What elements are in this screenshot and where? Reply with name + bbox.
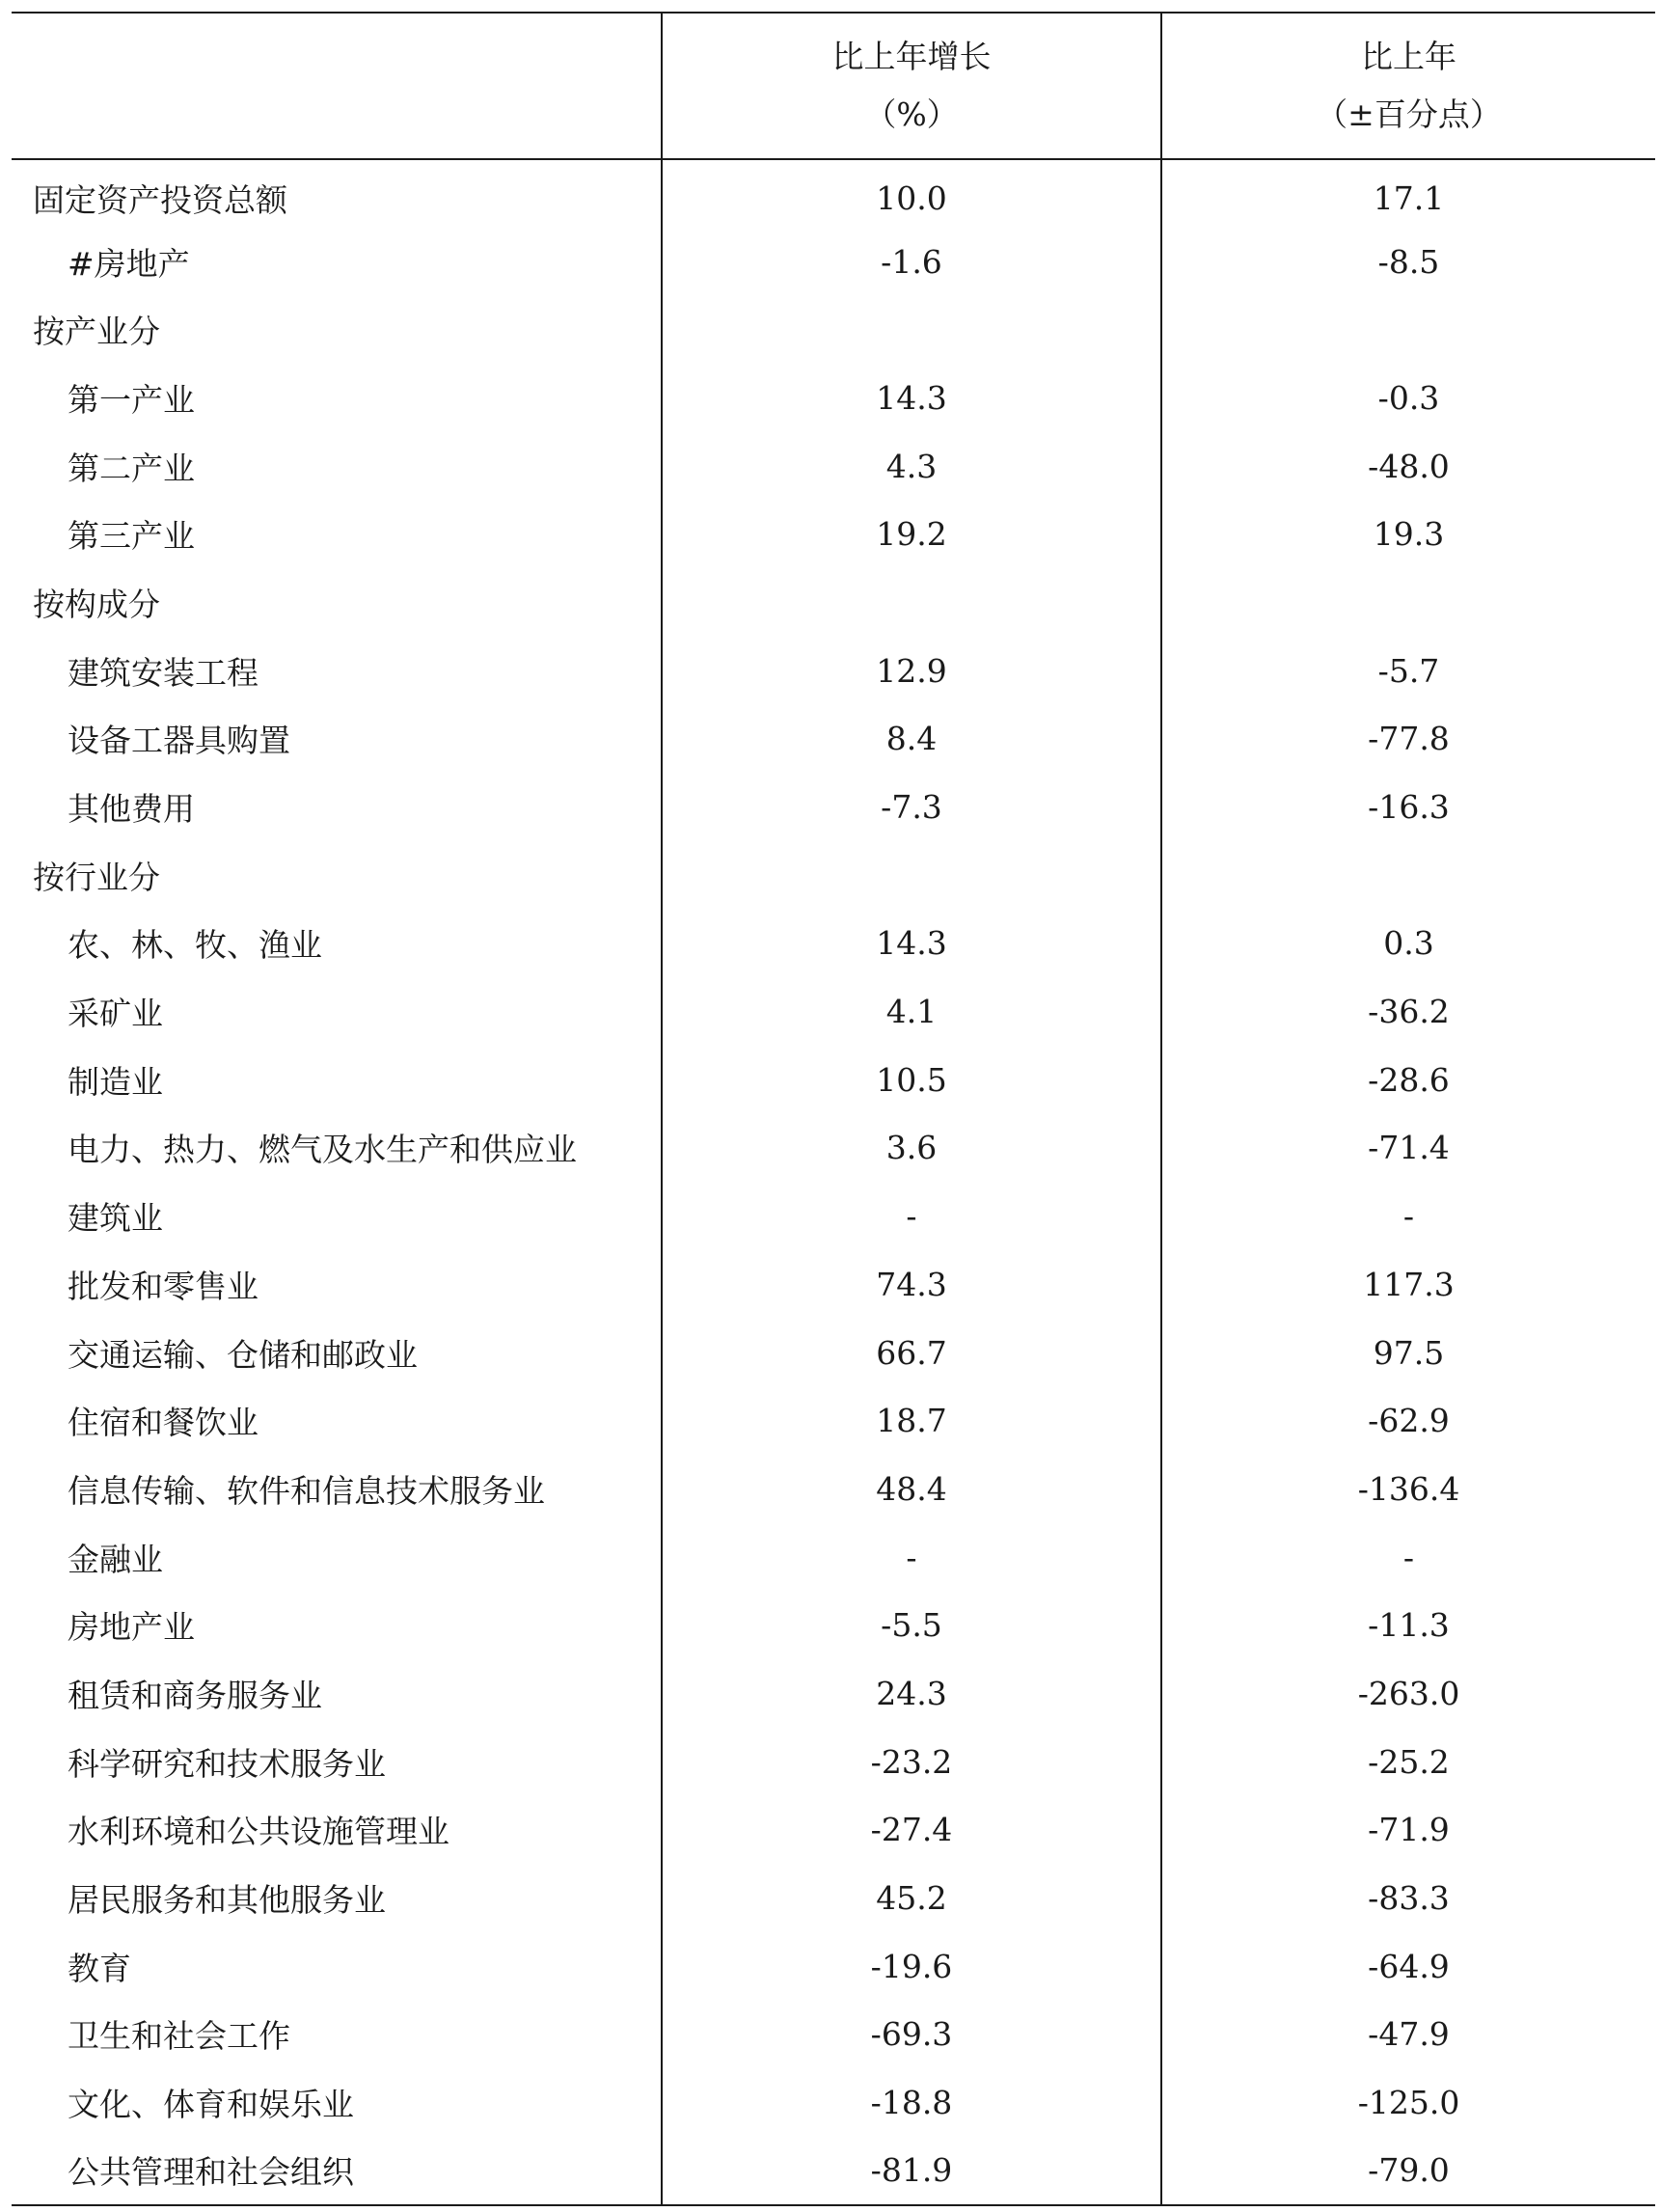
row-points-value: 97.5 <box>1161 1319 1655 1387</box>
table-row <box>12 2001 1655 2069</box>
row-label: 按行业分 <box>33 858 160 896</box>
header-row <box>12 13 1655 159</box>
row-points-value <box>1161 295 1655 364</box>
row-growth-value: -19.6 <box>662 1932 1161 2001</box>
row-growth-value: 48.4 <box>662 1455 1161 1523</box>
row-label: 第一产业 <box>68 380 195 419</box>
row-growth-value <box>662 841 1161 910</box>
header-points-unit: （±百分点） <box>1316 96 1502 133</box>
table-row <box>12 1659 1655 1728</box>
row-label: 农、林、牧、渔业 <box>68 926 322 965</box>
row-label: 采矿业 <box>68 995 163 1033</box>
table-row <box>12 910 1655 978</box>
row-points-value: -28.6 <box>1161 1046 1655 1114</box>
row-growth-value: - <box>662 1182 1161 1250</box>
table-row <box>12 159 1655 228</box>
table-row <box>12 1591 1655 1659</box>
row-label: 房地产业 <box>68 1608 195 1647</box>
row-label: 水利环境和公共设施管理业 <box>68 1813 449 1851</box>
row-points-value: 117.3 <box>1161 1250 1655 1319</box>
row-points-value: -47.9 <box>1161 2001 1655 2069</box>
row-label: 交通运输、仓储和邮政业 <box>68 1335 418 1374</box>
row-growth-value: 18.7 <box>662 1386 1161 1455</box>
row-points-value: -25.2 <box>1161 1728 1655 1796</box>
table-row <box>12 364 1655 432</box>
row-growth-value: 24.3 <box>662 1659 1161 1728</box>
row-growth-value: 19.2 <box>662 500 1161 568</box>
row-growth-value: 4.3 <box>662 432 1161 501</box>
header-cell-growth <box>662 13 1161 159</box>
row-growth-value: 14.3 <box>662 910 1161 978</box>
row-label: #房地产 <box>68 244 190 283</box>
row-points-value: 17.1 <box>1161 159 1655 228</box>
row-label: 居民服务和其他服务业 <box>68 1881 386 1920</box>
row-growth-value <box>662 295 1161 364</box>
header-growth-unit: （%） <box>864 96 959 133</box>
table-row <box>12 1728 1655 1796</box>
table-row <box>12 1523 1655 1592</box>
row-label: 固定资产投资总额 <box>33 181 287 220</box>
row-points-value: -62.9 <box>1161 1386 1655 1455</box>
row-growth-value: 14.3 <box>662 364 1161 432</box>
row-growth-value: -1.6 <box>662 228 1161 296</box>
table-row <box>12 1046 1655 1114</box>
row-points-value: -79.0 <box>1161 2137 1655 2205</box>
row-growth-value: 10.0 <box>662 159 1161 228</box>
row-label: 批发和零售业 <box>68 1267 259 1305</box>
row-points-value: -48.0 <box>1161 432 1655 501</box>
table-row <box>12 1386 1655 1455</box>
investment-growth-table <box>12 12 1655 2206</box>
row-label: 文化、体育和娱乐业 <box>68 2086 354 2124</box>
row-points-value: -11.3 <box>1161 1591 1655 1659</box>
row-growth-value: -69.3 <box>662 2001 1161 2069</box>
table-row <box>12 773 1655 841</box>
row-points-value: -263.0 <box>1161 1659 1655 1728</box>
row-points-value: -136.4 <box>1161 1455 1655 1523</box>
row-growth-value: - <box>662 1523 1161 1592</box>
table-row <box>12 705 1655 774</box>
row-growth-value: -7.3 <box>662 773 1161 841</box>
header-growth-title: 比上年增长 <box>831 38 992 75</box>
table-row <box>12 977 1655 1046</box>
row-points-value: -5.7 <box>1161 637 1655 705</box>
row-label: 第三产业 <box>68 517 195 556</box>
row-label: 科学研究和技术服务业 <box>68 1744 386 1783</box>
table-row <box>12 500 1655 568</box>
row-points-value: 19.3 <box>1161 500 1655 568</box>
table-header <box>12 13 1655 159</box>
row-growth-value: 4.1 <box>662 977 1161 1046</box>
table-row <box>12 568 1655 637</box>
row-points-value: -83.3 <box>1161 1864 1655 1932</box>
row-label: 住宿和餐饮业 <box>68 1404 259 1442</box>
row-label: 公共管理和社会组织 <box>12 2137 662 2205</box>
header-points-title: 比上年 <box>1361 38 1456 75</box>
row-growth-value: 3.6 <box>662 1114 1161 1183</box>
table-row <box>12 1455 1655 1523</box>
row-points-value: -125.0 <box>1161 2068 1655 2137</box>
table-row <box>12 1796 1655 1865</box>
header-cell-label <box>12 13 662 159</box>
row-growth-value: -23.2 <box>662 1728 1161 1796</box>
row-points-value: -77.8 <box>1161 705 1655 774</box>
row-label: 信息传输、软件和信息技术服务业 <box>68 1471 545 1510</box>
table-row <box>12 1114 1655 1183</box>
row-growth-value: 66.7 <box>662 1319 1161 1387</box>
row-growth-value: -81.9 <box>662 2137 1161 2205</box>
row-growth-value: -27.4 <box>662 1796 1161 1865</box>
row-growth-value: -5.5 <box>662 1591 1161 1659</box>
table-row <box>12 432 1655 501</box>
header-cell-points <box>1161 13 1655 159</box>
table-row <box>12 2068 1655 2137</box>
row-growth-value: -18.8 <box>662 2068 1161 2137</box>
row-points-value: -71.4 <box>1161 1114 1655 1183</box>
table-row <box>12 1932 1655 2001</box>
table-row <box>12 295 1655 364</box>
row-points-value <box>1161 568 1655 637</box>
table-row <box>12 2137 1655 2205</box>
row-points-value: - <box>1161 1182 1655 1250</box>
row-label: 建筑安装工程 <box>68 653 259 692</box>
row-growth-value: 74.3 <box>662 1250 1161 1319</box>
table-body <box>12 159 1655 2205</box>
row-label: 按构成分 <box>33 585 160 623</box>
row-label: 电力、热力、燃气及水生产和供应业 <box>68 1131 577 1169</box>
row-label: 租赁和商务服务业 <box>68 1676 322 1714</box>
row-label: 金融业 <box>68 1540 163 1578</box>
row-growth-value: 12.9 <box>662 637 1161 705</box>
row-label: 第二产业 <box>68 449 195 487</box>
row-points-value: -36.2 <box>1161 977 1655 1046</box>
row-label: 建筑业 <box>68 1199 163 1238</box>
table-row <box>12 1182 1655 1250</box>
table-row <box>12 1864 1655 1932</box>
row-growth-value <box>662 568 1161 637</box>
table-row <box>12 637 1655 705</box>
row-growth-value: 8.4 <box>662 705 1161 774</box>
row-label: 按产业分 <box>33 313 160 351</box>
table-row <box>12 841 1655 910</box>
row-points-value: - <box>1161 1523 1655 1592</box>
row-points-value: -71.9 <box>1161 1796 1655 1865</box>
table-row <box>12 1319 1655 1387</box>
table-row <box>12 228 1655 296</box>
table-row <box>12 1250 1655 1319</box>
row-label: 教育 <box>68 1949 131 1987</box>
row-label: 卫生和社会工作 <box>68 2017 290 2056</box>
row-points-value: 0.3 <box>1161 910 1655 978</box>
row-points-value: -64.9 <box>1161 1932 1655 2001</box>
row-points-value: -0.3 <box>1161 364 1655 432</box>
row-points-value: -16.3 <box>1161 773 1655 841</box>
row-growth-value: 45.2 <box>662 1864 1161 1932</box>
row-growth-value: 10.5 <box>662 1046 1161 1114</box>
row-label: 制造业 <box>68 1062 163 1101</box>
row-label: 设备工器具购置 <box>68 722 290 760</box>
row-label: 其他费用 <box>68 790 195 829</box>
row-points-value: -8.5 <box>1161 228 1655 296</box>
row-points-value <box>1161 841 1655 910</box>
